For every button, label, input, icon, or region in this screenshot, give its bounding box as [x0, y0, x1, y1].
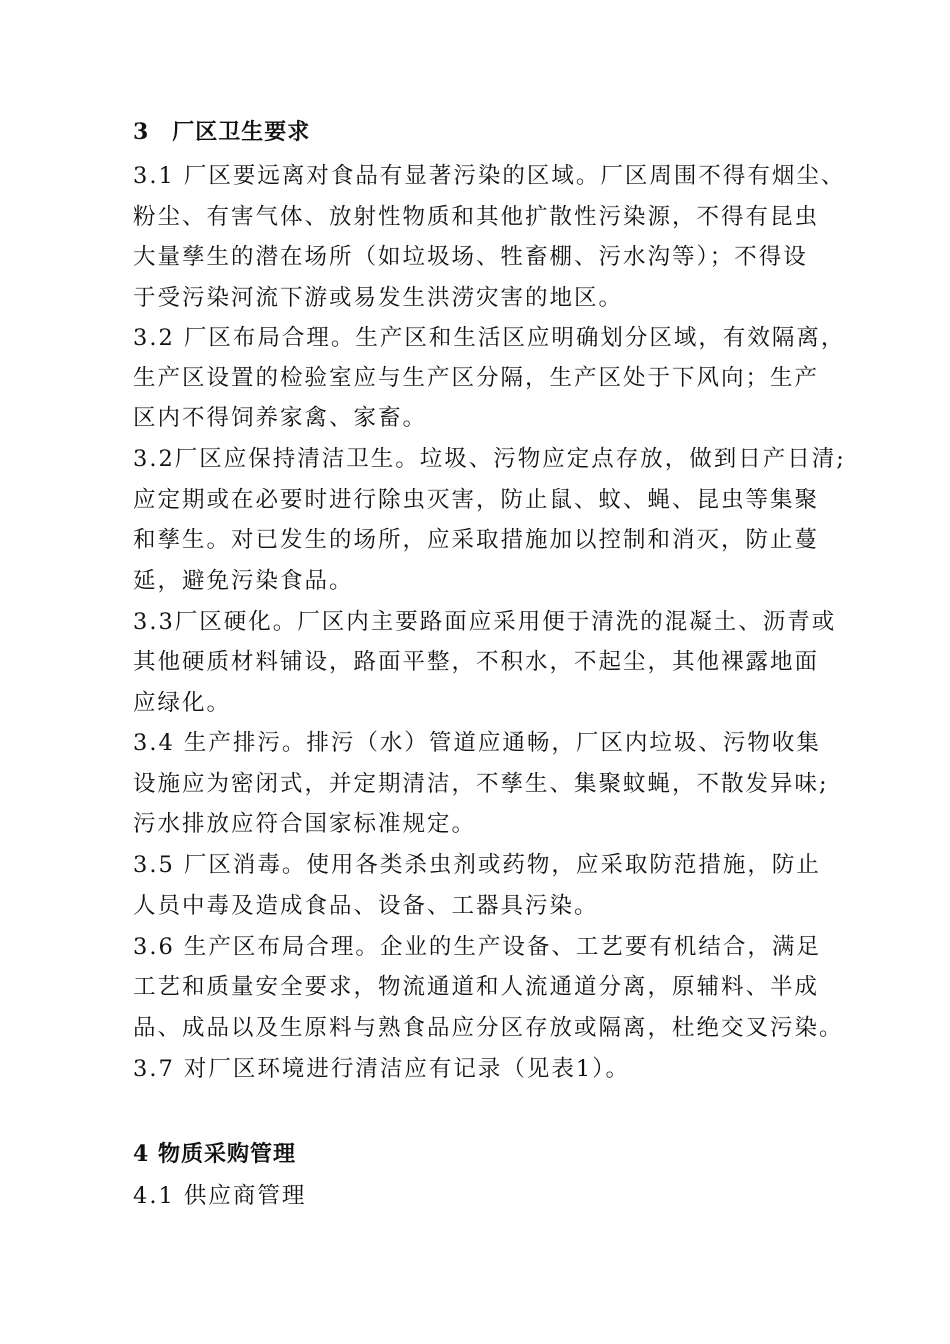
body-line: 人员中毒及造成食品、设备、工器具污染。 — [133, 893, 599, 919]
body-line: 4.1 供应商管理 — [133, 1183, 307, 1209]
body-line: 应定期或在必要时进行除虫灭害，防止鼠、蚊、蝇、昆虫等集聚 — [133, 487, 820, 513]
body-line: 品、成品以及生原料与熟食品应分区存放或隔离，杜绝交叉污染。 — [133, 1015, 844, 1041]
body-line: 和孳生。对已发生的场所，应采取措施加以控制和消灭，防止蔓 — [133, 527, 820, 553]
body-line: 3.4 生产排污。排污（水）管道应通畅，厂区内垃圾、污物收集 — [133, 730, 821, 756]
body-line: 粉尘、有害气体、放射性物质和其他扩散性污染源，不得有昆虫 — [133, 204, 820, 230]
body-line: 应绿化。 — [133, 690, 232, 716]
body-line: 工艺和质量安全要求，物流通道和人流通道分离，原辅料、半成 — [133, 974, 820, 1000]
section-4-heading: 4 物质采购管理 — [133, 1141, 296, 1167]
body-line: 大量孳生的潜在场所（如垃圾场、牲畜棚、污水沟等）；不得设 — [133, 244, 808, 270]
body-line: 生产区设置的检验室应与生产区分隔，生产区处于下风向；生产 — [133, 365, 820, 391]
body-line: 于受污染河流下游或易发生洪涝灾害的地区。 — [133, 285, 624, 311]
body-line: 3.3厂区硬化。厂区内主要路面应采用便于清洗的混凝土、沥青或 — [133, 609, 837, 635]
body-line: 3.5 厂区消毒。使用各类杀虫剂或药物，应采取防范措施，防止 — [133, 852, 821, 878]
body-line: 延，避免污染食品。 — [133, 568, 354, 594]
body-line: 3.1 厂区要远离对食品有显著污染的区域。厂区周围不得有烟尘、 — [133, 163, 846, 189]
section-3-heading: 3 厂区卫生要求 — [133, 119, 311, 145]
body-line: 设施应为密闭式，并定期清洁，不孳生、集聚蚊蝇，不散发异味; — [133, 771, 829, 797]
body-line: 污水排放应符合国家标准规定。 — [133, 811, 477, 837]
body-line: 3.6 生产区布局合理。企业的生产设备、工艺要有机结合，满足 — [133, 934, 821, 960]
body-line: 区内不得饲养家禽、家畜。 — [133, 405, 428, 431]
body-line: 3.2厂区应保持清洁卫生。垃圾、污物应定点存放，做到日产日清; — [133, 446, 846, 472]
body-line: 其他硬质材料铺设，路面平整，不积水，不起尘，其他裸露地面 — [133, 649, 820, 675]
body-line: 3.7 对厂区环境进行清洁应有记录（见表1）。 — [133, 1056, 631, 1082]
body-line: 3.2 厂区布局合理。生产区和生活区应明确划分区域，有效隔离， — [133, 325, 846, 351]
